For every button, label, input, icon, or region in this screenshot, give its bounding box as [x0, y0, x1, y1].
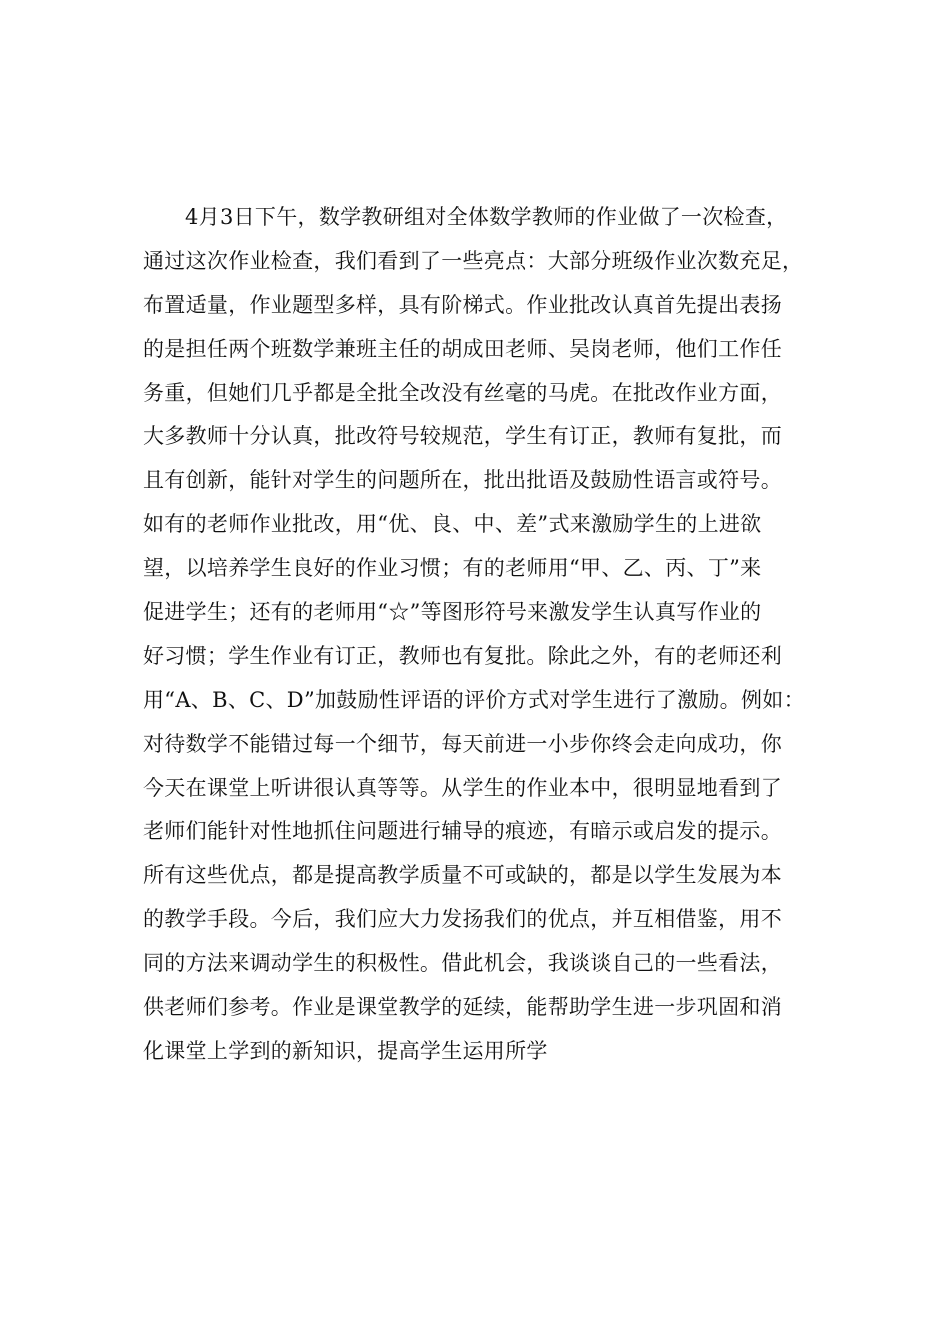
body-paragraph	[143, 196, 843, 1074]
paragraph-line: 供老师们参考。作业是课堂教学的延续，能帮助学生进一步巩固和消	[143, 995, 782, 1020]
paragraph-line: 所有这些优点，都是提高教学质量不可或缺的，都是以学生发展为本	[143, 863, 782, 888]
paragraph-line: 化课堂上学到的新知识，提高学生运用所学	[143, 1038, 548, 1063]
paragraph-line: 同的方法来调动学生的积极性。借此机会，我谈谈自己的一些看法，	[143, 951, 782, 976]
paragraph-line: 务重，但她们几乎都是全批全改没有丝毫的马虎。在批改作业方面，	[143, 380, 782, 405]
paragraph-line: 如有的老师作业批改，用“优、良、中、差”式来激励学生的上进欲	[143, 512, 762, 537]
paragraph-line: 好习惯；学生作业有订正，教师也有复批。除此之外，有的老师还利	[143, 643, 782, 668]
paragraph-line: 4月3日下午，数学教研组对全体数学教师的作业做了一次检查，	[185, 205, 788, 229]
paragraph-line: 布置适量，作业题型多样，具有阶梯式。作业批改认真首先提出表扬	[143, 292, 782, 317]
paragraph-line: 通过这次作业检查，我们看到了一些亮点：大部分班级作业次数充足，	[143, 248, 804, 273]
paragraph-line: 的是担任两个班数学兼班主任的胡成田老师、吴岗老师，他们工作任	[143, 336, 782, 361]
paragraph-line: 的教学手段。今后，我们应大力发扬我们的优点，并互相借鉴，用不	[143, 907, 782, 932]
paragraph-line: 望，以培养学生良好的作业习惯；有的老师用“甲、乙、丙、丁”来	[143, 556, 762, 581]
paragraph-line: 用“A、B、C、D”加鼓励性评语的评价方式对学生进行了激励。例如：	[143, 687, 805, 712]
paragraph-line: 对待数学不能错过每一个细节，每天前进一小步你终会走向成功，你	[143, 731, 782, 756]
paragraph-line: 且有创新，能针对学生的问题所在，批出批语及鼓励性语言或符号。	[143, 468, 782, 493]
paragraph-line: 大多教师十分认真，批改符号较规范，学生有订正，教师有复批，而	[143, 424, 782, 449]
paragraph-line: 老师们能针对性地抓住问题进行辅导的痕迹，有暗示或启发的提示。	[143, 819, 782, 844]
paragraph-line: 促进学生；还有的老师用“☆”等图形符号来激发学生认真写作业的	[143, 600, 762, 625]
paragraph-line: 今天在课堂上听讲很认真等等。从学生的作业本中，很明显地看到了	[143, 775, 782, 800]
